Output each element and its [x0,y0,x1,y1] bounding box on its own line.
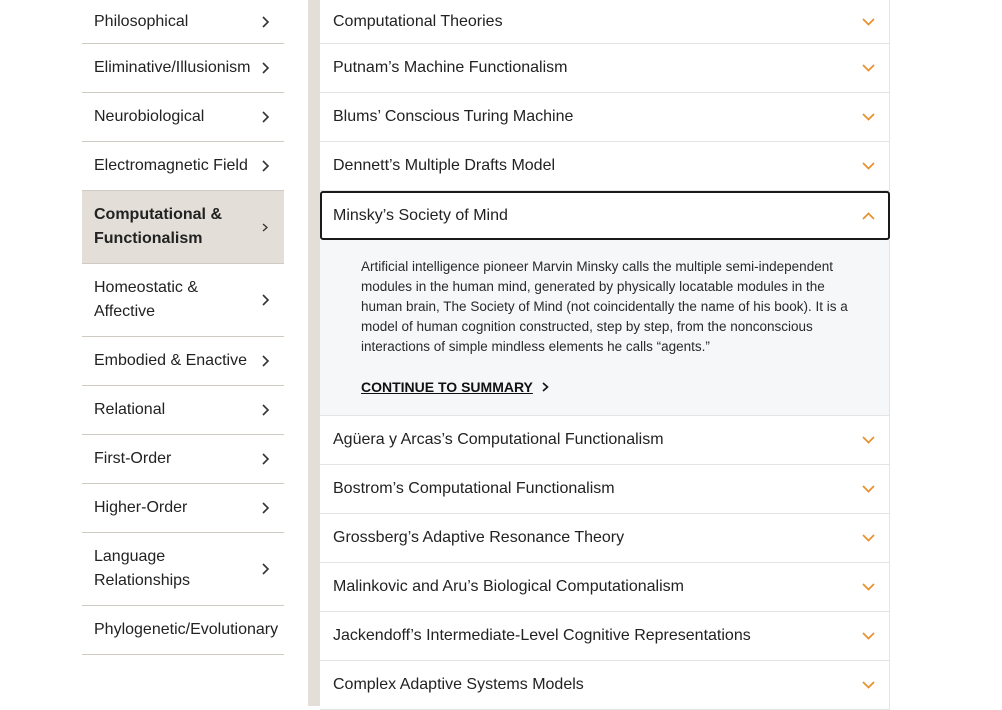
chevron-right-icon [258,159,272,173]
chevron-down-icon [862,681,875,689]
sidebar-item-eliminative[interactable] [82,44,284,93]
accordion-item-blums[interactable] [320,93,890,142]
sidebar-item-label: Higher-Order [94,499,188,516]
chevron-right-icon [258,562,272,576]
accordion-item-bostrom[interactable] [320,465,890,514]
sidebar-item-label: Embodied & Enactive [94,352,247,369]
continue-to-summary-link[interactable] [361,379,549,395]
sidebar-item-label: First-Order [94,450,172,467]
chevron-right-icon [258,501,272,515]
sidebar-item-language[interactable] [82,533,284,606]
accordion-item-title: Malinkovic and Aru’s Biological Computationalism [333,578,684,595]
accordion-item-putnam[interactable] [320,44,890,93]
accordion-item-title: Blums’ Conscious Turing Machine [333,108,574,125]
sidebar-item-label: Computational & Functionalism [94,206,222,247]
chevron-up-icon [862,212,875,220]
sidebar-item-higher-order[interactable] [82,484,284,533]
cta-label: CONTINUE TO SUMMARY [361,379,533,395]
sidebar-item-computational[interactable] [82,191,284,264]
sidebar-item-philosophical[interactable] [82,0,284,44]
sidebar-item-label: Phylogenetic/Evolutionary [94,621,279,638]
chevron-down-icon [862,632,875,640]
chevron-down-icon [862,485,875,493]
accordion-item-title: Agüera y Arcas’s Computational Functionalism [333,431,664,448]
section-divider [308,0,320,706]
chevron-down-icon [862,534,875,542]
sidebar-item-neurobiological[interactable] [82,93,284,142]
accordion-item-complex-adaptive[interactable] [320,661,890,710]
sidebar [82,0,284,655]
chevron-right-icon [542,382,549,392]
chevron-right-icon [258,452,272,466]
accordion-item-title: Complex Adaptive Systems Models [333,676,584,693]
accordion-item-title: Putnam’s Machine Functionalism [333,59,568,76]
chevron-down-icon [862,436,875,444]
accordion-item-malinkovic[interactable] [320,563,890,612]
chevron-right-icon [258,15,272,29]
chevron-right-icon [258,61,272,75]
chevron-down-icon [862,162,875,170]
sidebar-item-first-order[interactable] [82,435,284,484]
accordion-item-minsky[interactable] [320,191,890,240]
sidebar-item-homeostatic[interactable] [82,264,284,337]
accordion-item-title: Jackendoff’s Intermediate-Level Cognitive Representations [333,627,751,644]
accordion-item-jackendoff[interactable] [320,612,890,661]
chevron-down-icon [862,18,875,26]
chevron-right-icon [258,293,272,307]
chevron-down-icon [862,113,875,121]
accordion-item-title: Computational Theories [333,12,503,30]
sidebar-item-label: Eliminative/Illusionism [94,59,251,76]
accordion [320,0,890,710]
accordion-item-title: Minsky’s Society of Mind [333,206,508,224]
accordion-panel [320,240,890,416]
chevron-right-icon [258,354,272,368]
sidebar-item-relational[interactable] [82,386,284,435]
accordion-item-computational-theories[interactable] [320,0,890,44]
chevron-down-icon [862,64,875,72]
accordion-item-title: Bostrom’s Computational Functionalism [333,480,615,497]
sidebar-item-label: Neurobiological [94,108,205,125]
sidebar-item-label: Homeostatic & Affective [94,279,199,320]
sidebar-item-label: Electromagnetic Field [94,157,248,174]
sidebar-item-label: Philosophical [94,12,189,30]
accordion-item-title: Dennett’s Multiple Drafts Model [333,157,556,174]
accordion-item-title: Grossberg’s Adaptive Resonance Theory [333,529,625,546]
accordion-item-dennett[interactable] [320,142,890,191]
accordion-item-grossberg[interactable] [320,514,890,563]
sidebar-item-label: Language Relationships [94,548,191,589]
chevron-right-icon [258,110,272,124]
sidebar-item-phylogenetic[interactable] [82,606,284,655]
sidebar-item-electromagnetic[interactable] [82,142,284,191]
chevron-right-icon [258,403,272,417]
chevron-right-icon [258,220,272,234]
chevron-down-icon [862,583,875,591]
accordion-item-aguera[interactable] [320,416,890,465]
sidebar-item-embodied[interactable] [82,337,284,386]
sidebar-item-label: Relational [94,401,166,418]
panel-description: Artificial intelligence pioneer Marvin Minsky calls the multiple semi-independent modules in the human mind, generated by physically locatable modules in the human brain, The Society of Mind (not coincidentally the name of his book). It is a model of human cognition constructed, step by step, from the nonconscious interactions of simple mindless elements he calls “agents.” [361,259,848,354]
